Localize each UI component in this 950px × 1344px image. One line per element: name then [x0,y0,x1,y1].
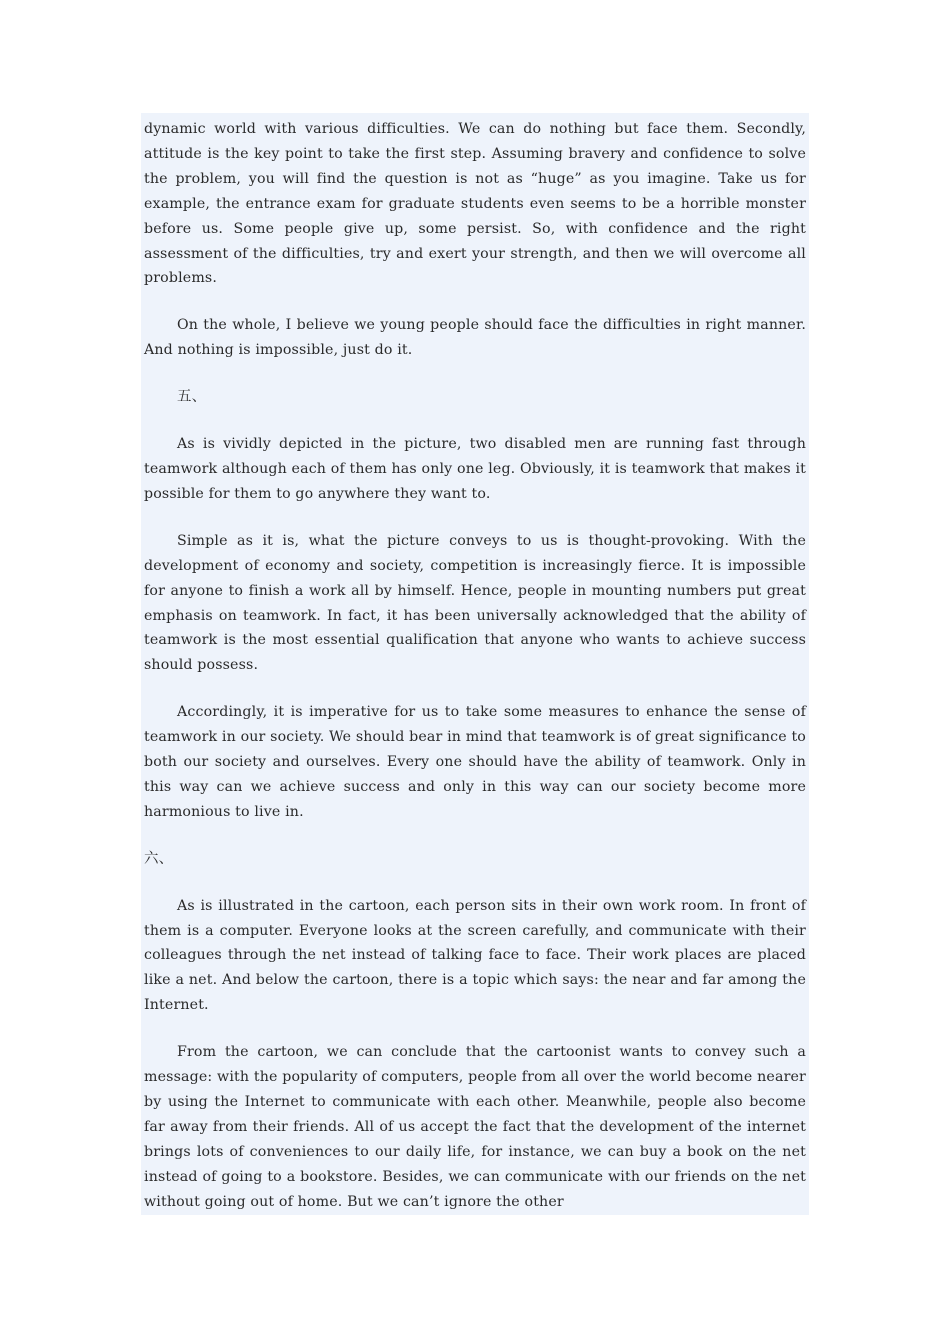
paragraph-conclusion-difficulties: On the whole, I believe we young people should face the difficulties in right manner. And nothing is impossible, just do it. [144,317,806,359]
paragraph-cartoon-description: As is illustrated in the cartoon, each person sits in their own work room. In front of them is a computer. Everyone looks at the screen carefully, and communicate with their colleagues through the net instead of talking face to face. Their work places are placed like a net. And below the cartoon, there is a topic which says: the near and far among the Internet. [144,897,806,1014]
paragraph-teamwork-meaning: Simple as it is, what the picture conveys to us is thought-provoking. With the development of economy and society, competition is increasingly fierce. It is impossible for anyone to finish a work all by himself. Hence, people in mounting numbers put great emphasis on teamwork. In fact, it has been universally acknowledged that the ability of teamwork is the most essential qualification that anyone who wants to achieve success should possess. [144,532,806,674]
paragraph-teamwork-measures: Accordingly, it is imperative for us to take some measures to enhance the sense of teamwork in our society. We should bear in mind that teamwork is of great significance to both our society and ourselves. Every one should have the ability of teamwork. Only in this way can we achieve success and only in this way can our society become more harmonious to live in. [144,704,806,820]
section-heading-five: 五、 [177,389,207,406]
paragraph-teamwork-picture: As is vividly depicted in the picture, two disabled men are running fast through teamwork although each of them has only one leg. Obviously, it is teamwork that makes it possible for them to go anywhere they want to. [144,436,806,502]
paragraph-cartoon-message: From the cartoon, we can conclude that the cartoonist wants to convey such a message: with the popularity of computers, people from all over the world become nearer by using the Internet to communicate with each other. Meanwhile, people also become far away from their friends. All of us accept the fact that the development of the internet brings lots of conveniences to our daily life, for instance, we can buy a book on the net instead of going to a bookstore. Besides, we can communicate with our friends on the net without going out of home. But we can’t ignore the other [144,1044,806,1210]
section-heading-six: 六、 [144,850,174,867]
text-block [141,113,809,1215]
paragraph-difficulties-continued: dynamic world with various difficulties. We can do nothing but face them. Secondly, attitude is the key point to take the first step. Assuming bravery and confidence to solve the problem, you will find the question is not as “huge” as you imagine. Take us for example, the entrance exam for graduate students even seems to be a horrible monster before us. Some people give up, some persist. So, with confidence and the right assessment of the difficulties, try and exert your strength, and then we will overcome all problems. [144,121,806,287]
